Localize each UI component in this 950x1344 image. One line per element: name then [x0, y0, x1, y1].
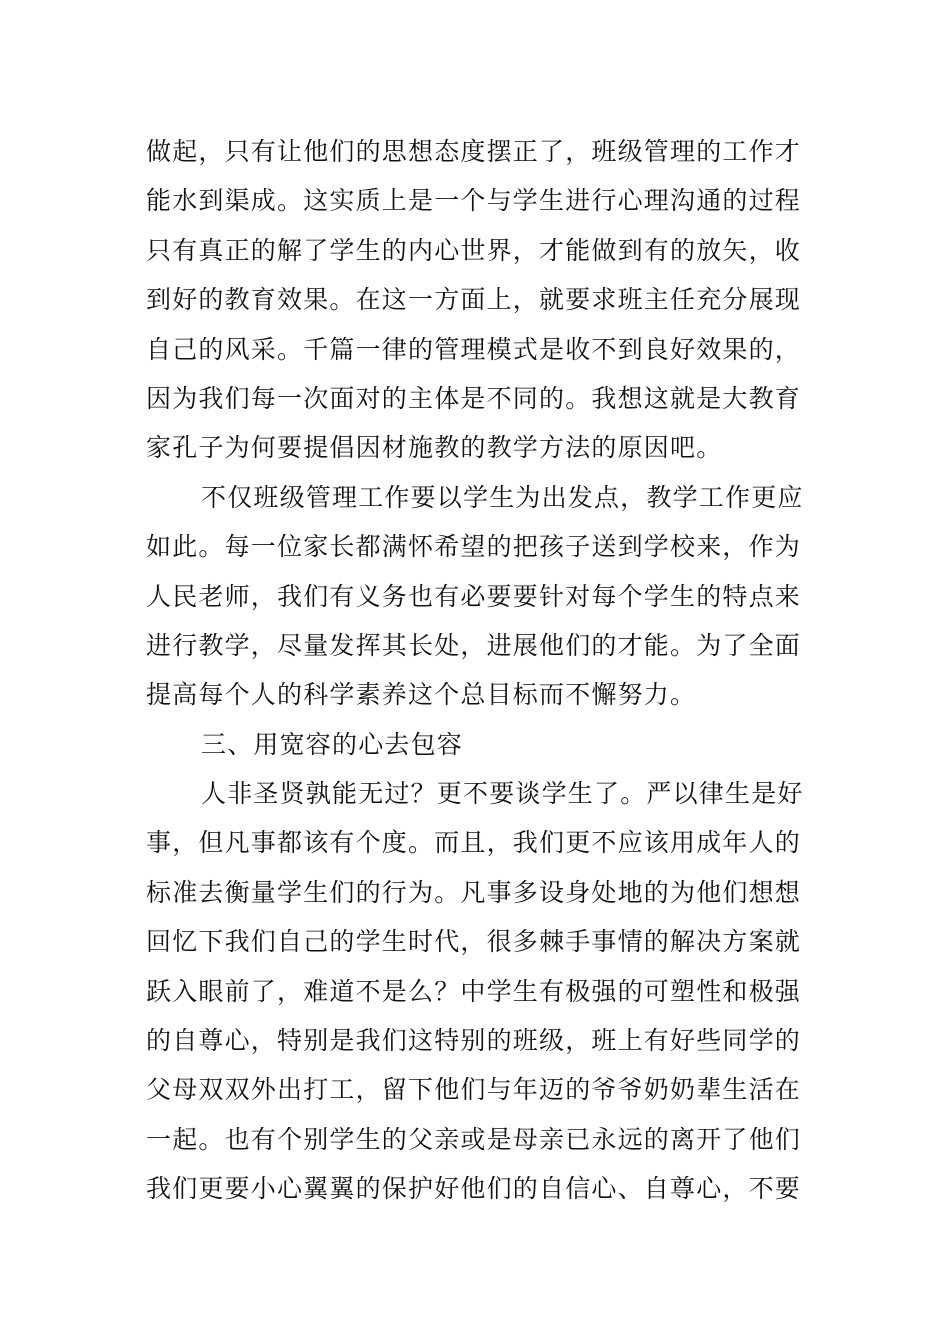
text-line: 只有真正的解了学生的内心世界，才能做到有的放矢，收 — [146, 235, 802, 265]
text-line: 三、用宽容的心去包容 — [201, 729, 464, 759]
text-line: 标准去衡量学生们的行为。凡事多设身处地的为他们想想 — [146, 877, 802, 907]
text-line: 我们更要小心翼翼的保护好他们的自信心、自尊心，不要 — [146, 1174, 802, 1204]
text-line: 人非圣贤孰能无过？更不要谈学生了。严以律生是好 — [201, 779, 804, 809]
text-line: 家孔子为何要提倡因材施教的教学方法的原因吧。 — [146, 433, 723, 463]
text-line: 跃入眼前了，难道不是么？中学生有极强的可塑性和极强 — [146, 976, 802, 1006]
text-line: 做起，只有让他们的思想态度摆正了，班级管理的工作才 — [146, 137, 802, 166]
text-line: 事，但凡事都该有个度。而且，我们更不应该用成年人的 — [146, 828, 802, 858]
text-line: 如此。每一位家长都满怀希望的把孩子送到学校来，作为 — [146, 532, 802, 562]
text-line: 的自尊心，特别是我们这特别的班级，班上有好些同学的 — [146, 1026, 802, 1056]
text-line: 一起。也有个别学生的父亲或是母亲已永远的离开了他们 — [146, 1124, 802, 1154]
text-line: 因为我们每一次面对的主体是不同的。我想这就是大教育 — [146, 383, 802, 413]
text-line: 不仅班级管理工作要以学生为出发点，教学工作更应 — [201, 482, 804, 512]
text-line: 父母双双外出打工，留下他们与年迈的爷爷奶奶辈生活在 — [146, 1075, 802, 1105]
text-line: 提高每个人的科学素养这个总目标而不懈努力。 — [146, 680, 697, 710]
body-text — [146, 127, 816, 1214]
text-line: 人民老师，我们有义务也有必要要针对每个学生的特点来 — [146, 581, 802, 611]
text-line: 能水到渠成。这实质上是一个与学生进行心理沟通的过程 — [146, 186, 802, 216]
text-line: 到好的教育效果。在这一方面上，就要求班主任充分展现 — [146, 285, 802, 315]
text-line: 进行教学，尽量发挥其长处，进展他们的才能。为了全面 — [146, 630, 802, 660]
text-line: 自己的风采。千篇一律的管理模式是收不到良好效果的， — [146, 334, 802, 364]
text-line: 回忆下我们自己的学生时代，很多棘手事情的解决方案就 — [146, 927, 802, 957]
